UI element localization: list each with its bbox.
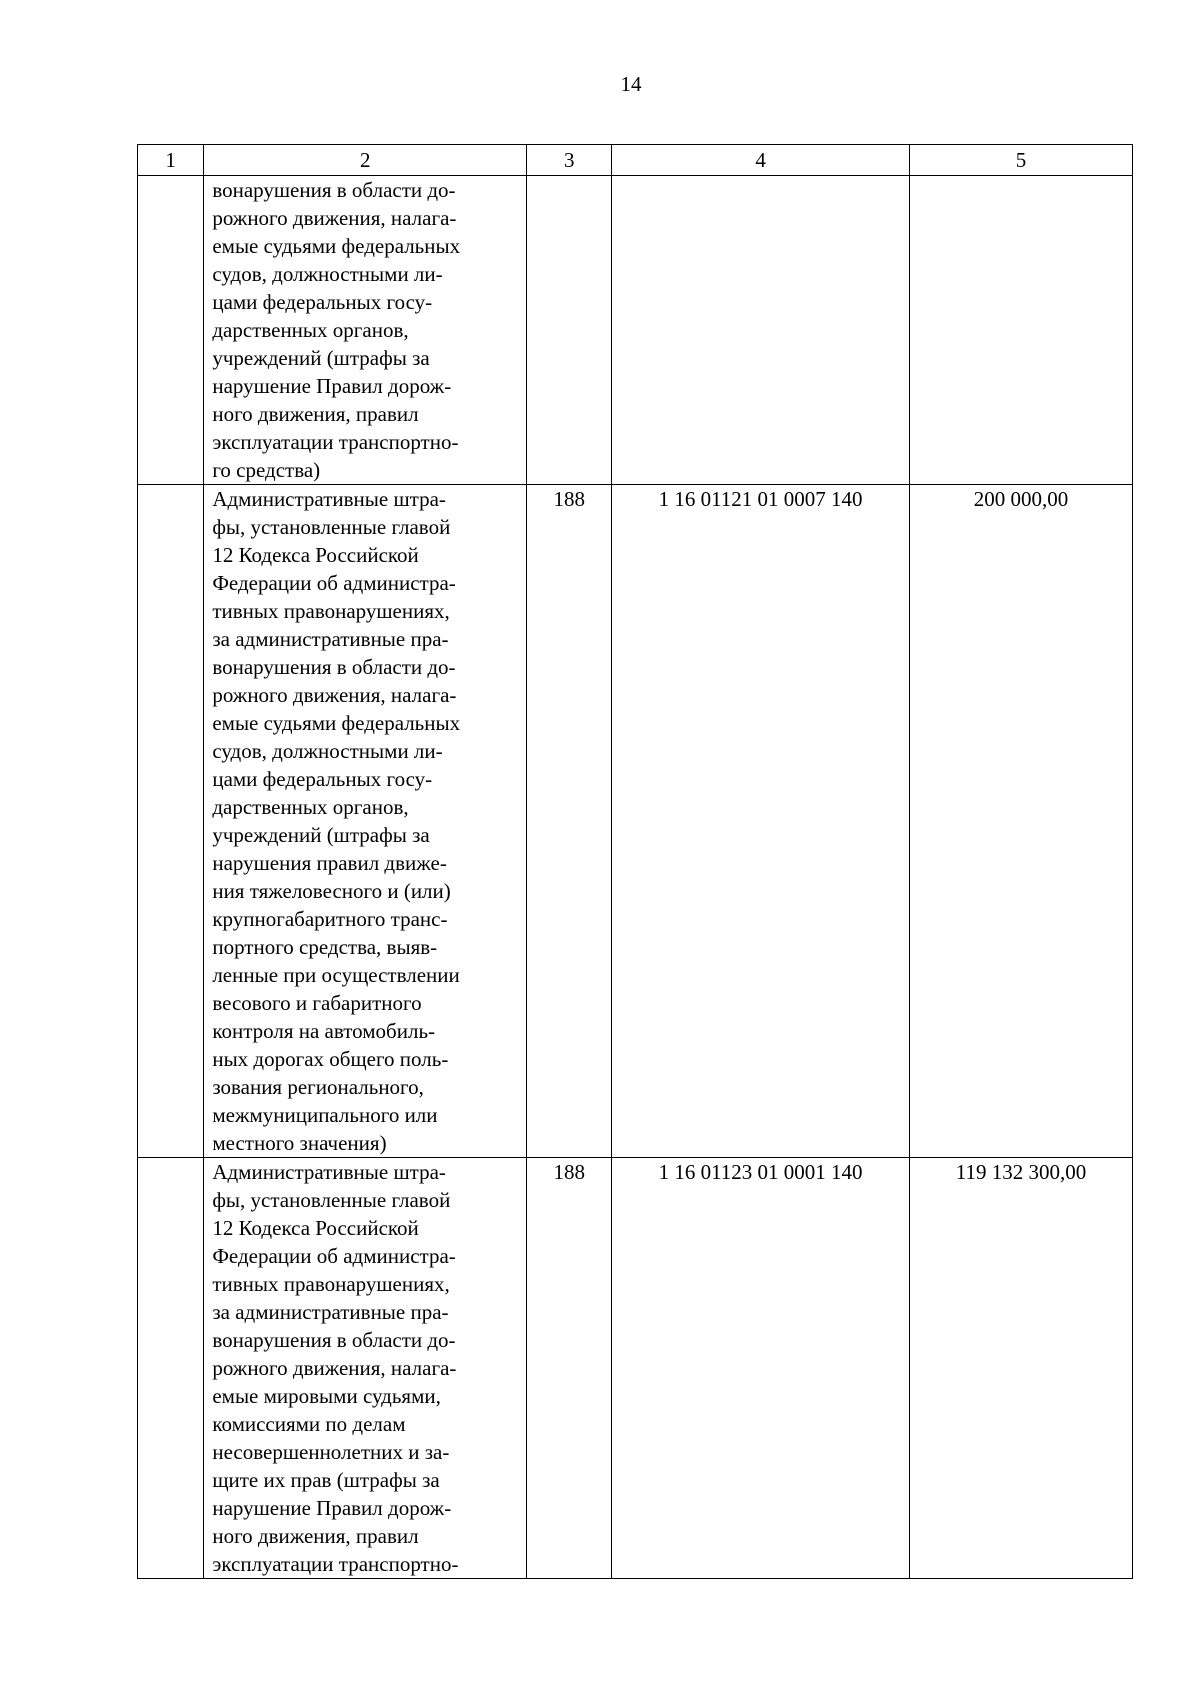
description-line: учреждений (штрафы за bbox=[212, 346, 430, 370]
budget-code-cell: 1 16 01121 01 0007 140 bbox=[612, 485, 910, 1158]
description-line: го средства) bbox=[212, 458, 321, 482]
header-cell-5: 5 bbox=[910, 145, 1133, 176]
description-line: весового и габаритного bbox=[212, 991, 422, 1015]
description-line: контроля на автомобиль- bbox=[212, 1019, 436, 1043]
description-line: фы, установленные главой bbox=[212, 515, 451, 539]
table-row bbox=[138, 176, 1133, 485]
description-line: рожного движения, налага- bbox=[212, 206, 457, 230]
header-cell-1: 1 bbox=[138, 145, 204, 176]
description-line: местного значения) bbox=[212, 1131, 387, 1155]
admin-code-cell: 188 bbox=[527, 485, 612, 1158]
description-line: емые судьями федеральных bbox=[212, 234, 461, 258]
row-number-cell bbox=[138, 485, 204, 1158]
description-line: емые судьями федеральных bbox=[212, 711, 461, 735]
description-line: нарушение Правил дорож- bbox=[212, 374, 452, 398]
row-number-cell bbox=[138, 1158, 204, 1579]
description-line: межмуниципального или bbox=[212, 1103, 438, 1127]
description-line: дарственных органов, bbox=[212, 795, 409, 819]
description-line: за административные пра- bbox=[212, 627, 449, 651]
page-number: 14 bbox=[620, 72, 642, 96]
description-line: нарушения правил движе- bbox=[212, 851, 447, 875]
description-line: комиссиями по делам bbox=[212, 1412, 406, 1436]
header-cell-4: 4 bbox=[612, 145, 910, 176]
description-line: зования регионального, bbox=[212, 1075, 424, 1099]
description-line: тивных правонарушениях, bbox=[212, 1272, 450, 1296]
description-line: Административные штра- bbox=[212, 487, 446, 511]
description-line: Административные штра- bbox=[212, 1160, 446, 1184]
description-cell bbox=[204, 485, 527, 1158]
row-number-cell bbox=[138, 176, 204, 485]
description-line: фы, установленные главой bbox=[212, 1188, 451, 1212]
description-line: цами федеральных госу- bbox=[212, 290, 433, 314]
budget-code-cell: 1 16 01123 01 0001 140 bbox=[612, 1158, 910, 1579]
amount-cell: 200 000,00 bbox=[910, 485, 1133, 1158]
description-line: Федерации об администра- bbox=[212, 571, 456, 595]
description-line: ния тяжеловесного и (или) bbox=[212, 879, 451, 903]
description-line: несовершеннолетних и за- bbox=[212, 1440, 450, 1464]
description-line: 12 Кодекса Российской bbox=[212, 543, 419, 567]
description-line: вонарушения в области до- bbox=[212, 655, 456, 679]
description-line: Федерации об администра- bbox=[212, 1244, 456, 1268]
budget-code-cell bbox=[612, 176, 910, 485]
table-row bbox=[138, 485, 1133, 1158]
description-line: портного средства, выяв- bbox=[212, 935, 438, 959]
description-cell bbox=[204, 176, 527, 485]
description-line: емые мировыми судьями, bbox=[212, 1384, 441, 1408]
description-line: ного движения, правил bbox=[212, 402, 419, 426]
description-line: ных дорогах общего поль- bbox=[212, 1047, 449, 1071]
description-line: ного движения, правил bbox=[212, 1524, 419, 1548]
amount-cell: 119 132 300,00 bbox=[910, 1158, 1133, 1579]
description-line: дарственных органов, bbox=[212, 318, 409, 342]
description-line: вонарушения в области до- bbox=[212, 1328, 456, 1352]
description-cell bbox=[204, 1158, 527, 1579]
description-line: нарушение Правил дорож- bbox=[212, 1496, 452, 1520]
description-line: за административные пра- bbox=[212, 1300, 449, 1324]
description-line: щите их прав (штрафы за bbox=[212, 1468, 440, 1492]
description-line: тивных правонарушениях, bbox=[212, 599, 450, 623]
description-line: рожного движения, налага- bbox=[212, 1356, 457, 1380]
table-header-row bbox=[138, 145, 1133, 176]
header-cell-3: 3 bbox=[527, 145, 612, 176]
description-line: рожного движения, налага- bbox=[212, 683, 457, 707]
table-row bbox=[138, 1158, 1133, 1579]
admin-code-cell: 188 bbox=[527, 1158, 612, 1579]
description-line: судов, должностными ли- bbox=[212, 739, 443, 763]
description-line: эксплуатации транспортно- bbox=[212, 430, 459, 454]
description-line: 12 Кодекса Российской bbox=[212, 1216, 419, 1240]
budget-table bbox=[137, 144, 1133, 1579]
admin-code-cell bbox=[527, 176, 612, 485]
description-line: цами федеральных госу- bbox=[212, 767, 433, 791]
description-line: крупногабаритного транс- bbox=[212, 907, 448, 931]
description-line: вонарушения в области до- bbox=[212, 178, 456, 202]
description-line: эксплуатации транспортно- bbox=[212, 1552, 459, 1576]
header-cell-2: 2 bbox=[204, 145, 527, 176]
description-line: учреждений (штрафы за bbox=[212, 823, 430, 847]
amount-cell bbox=[910, 176, 1133, 485]
description-line: ленные при осуществлении bbox=[212, 963, 460, 987]
description-line: судов, должностными ли- bbox=[212, 262, 443, 286]
